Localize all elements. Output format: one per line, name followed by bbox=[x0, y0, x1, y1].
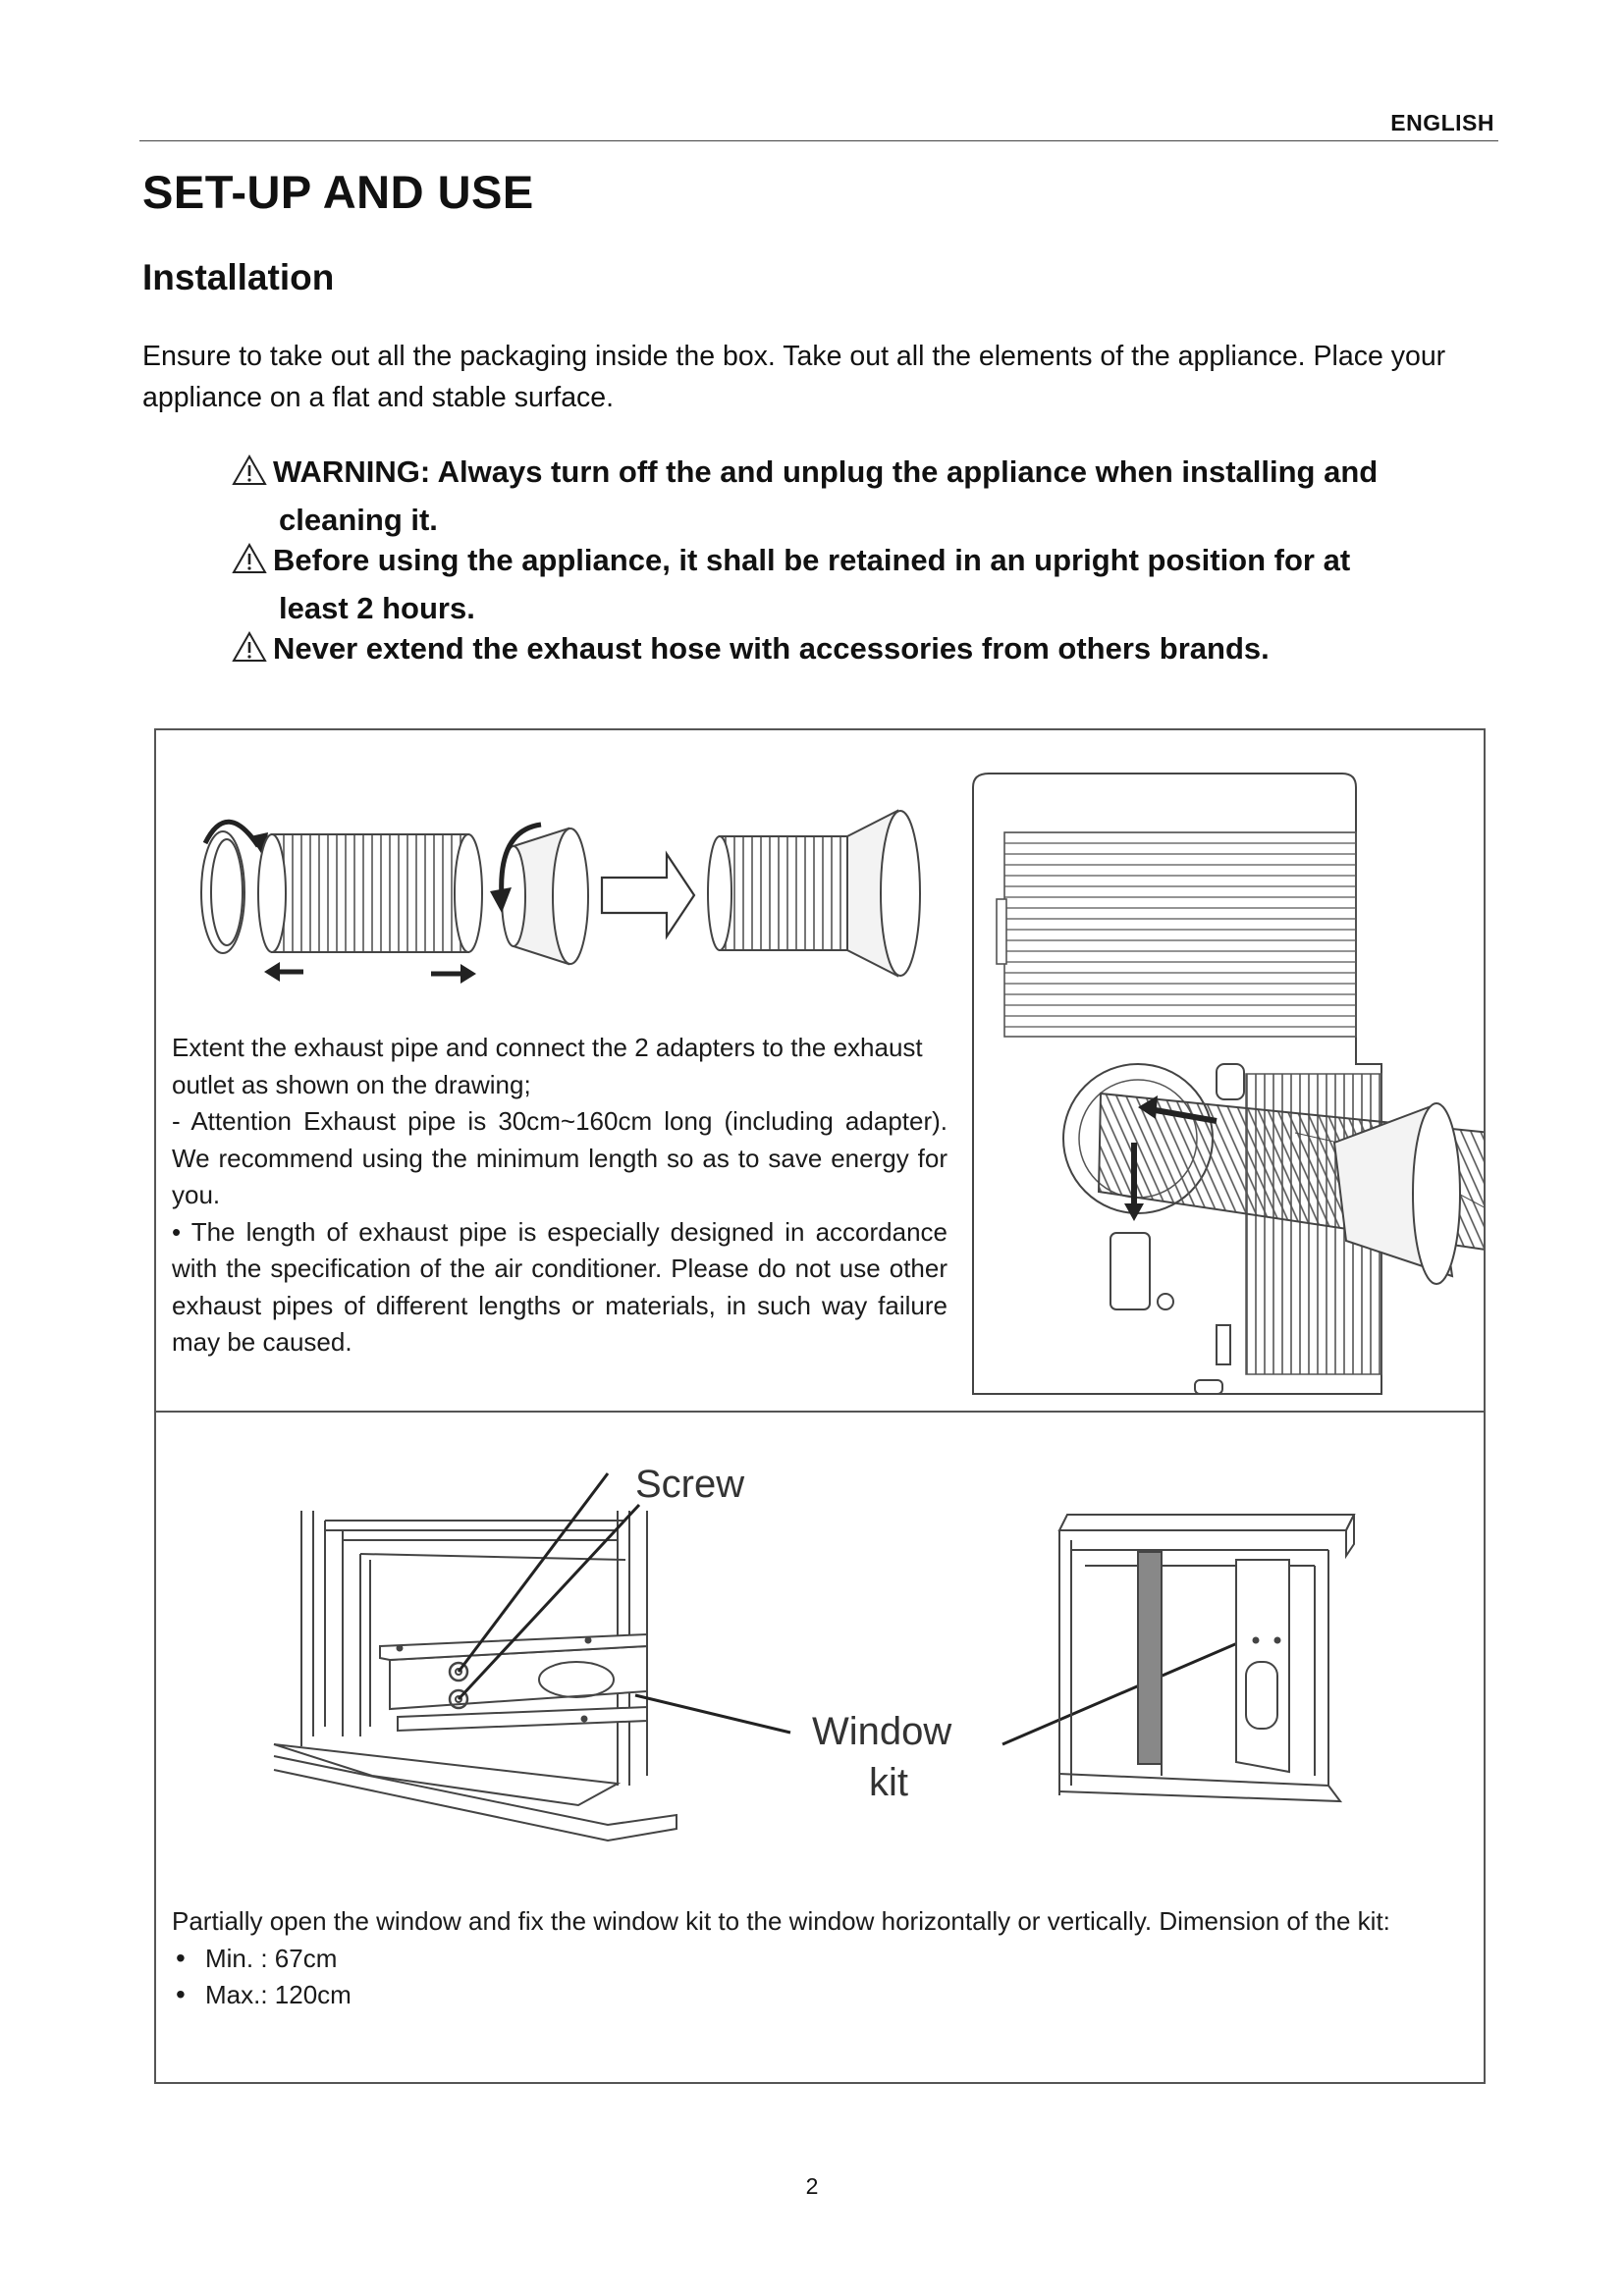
window-horizontal-install bbox=[274, 1511, 677, 1841]
warning-text-cont: least 2 hours. bbox=[279, 591, 475, 625]
screw-label: Screw bbox=[635, 1463, 745, 1506]
warning-text: WARNING: Always turn off the and unplug the appliance when installing and bbox=[273, 454, 1379, 489]
next-step-arrow-icon bbox=[602, 854, 694, 936]
warning-triangle-icon bbox=[232, 454, 273, 498]
section-title: SET-UP AND USE bbox=[142, 166, 534, 218]
header-rule bbox=[139, 140, 1498, 141]
warning-item bbox=[232, 626, 1459, 674]
warning-text: Never extend the exhaust hose with accessories from others brands. bbox=[273, 631, 1270, 666]
figure1-text bbox=[172, 1030, 947, 1362]
figure2-text bbox=[172, 1903, 1474, 2014]
warning-triangle-icon bbox=[232, 630, 273, 674]
warning-item bbox=[232, 538, 1459, 630]
air-conditioner-unit bbox=[973, 774, 1484, 1394]
figure-exhaust-pipe bbox=[154, 728, 1486, 1412]
warning-triangle-icon bbox=[232, 542, 273, 586]
subsection-title: Installation bbox=[142, 257, 335, 297]
exhaust-pipe bbox=[258, 834, 482, 952]
figure1-paragraph: Extent the exhaust pipe and connect the 2 adapters to the exhaust outlet as shown on the drawing; bbox=[172, 1033, 923, 1099]
window-kit-label: Window bbox=[812, 1710, 952, 1753]
flared-adapter bbox=[490, 825, 588, 964]
kit-dimensions-list bbox=[172, 1941, 1474, 2014]
figure-window-kit bbox=[154, 1411, 1486, 2084]
page-number: 2 bbox=[805, 2173, 819, 2199]
intro-paragraph: Ensure to take out all the packaging inside the box. Take out all the elements of the appliance. Place your appliance on a flat and stable surface. bbox=[142, 341, 1446, 413]
figure2-paragraph: Partially open the window and fix the window kit to the window horizontally or vertically. Dimension of the kit: bbox=[172, 1906, 1390, 1936]
kit-dimension-max: • Max.: 120cm bbox=[172, 1977, 1474, 2014]
warning-item bbox=[232, 450, 1459, 542]
window-kit-label-kit: kit bbox=[869, 1761, 908, 1804]
warning-text-cont: cleaning it. bbox=[279, 503, 438, 537]
language-label: ENGLISH bbox=[1390, 110, 1494, 135]
figure1-paragraph: - Attention Exhaust pipe is 30cm~160cm long (including adapter). We recommend using the minimum length so as to save energy for you. bbox=[172, 1106, 947, 1209]
warning-text: Before using the appliance, it shall be retained in an upright position for at bbox=[273, 543, 1351, 577]
assembled-pipe bbox=[708, 811, 920, 976]
kit-dimension-min: • Min. : 67cm bbox=[172, 1941, 1474, 1978]
figure1-paragraph: • The length of exhaust pipe is especially designed in accordance with the specification of the air conditioner. Please do not use other exhaust pipes of different lengths or materials, in such way failure may be caused. bbox=[172, 1216, 947, 1357]
